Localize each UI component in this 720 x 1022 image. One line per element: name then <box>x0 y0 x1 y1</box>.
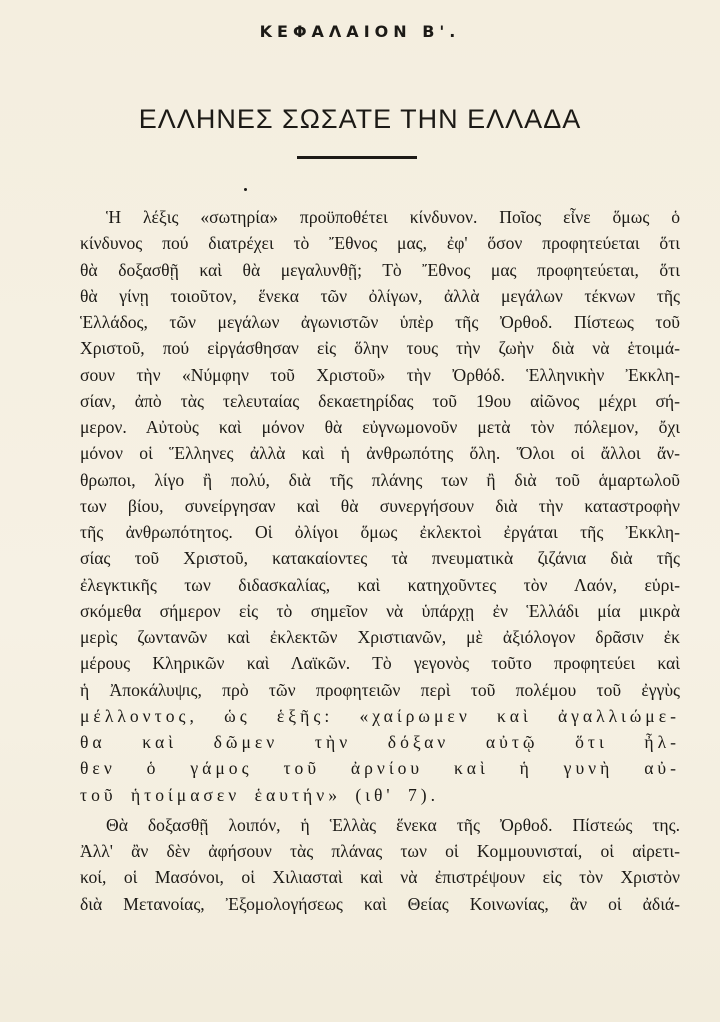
paragraph-1 <box>80 204 680 808</box>
text-line: μόνον οἱ Ἕλληνες ἀλλὰ καὶ ἡ ἀνθρωπότης ὅλη. Ὅλοι οἱ ἄλλοι ἄν- <box>80 443 680 464</box>
text-line: μερον. Αὐτοὺς καὶ μόνον θὰ εὐγνωμονοῦν μετὰ τὸν πόλεμον, ὄχι <box>80 417 680 437</box>
text-line: Θὰ δοξασθῇ λοιπόν, ἡ Ἑλλὰς ἕνεκα τῆς Ὀρθοδ. Πίστεώς της. <box>106 814 680 835</box>
stray-dot <box>244 188 247 191</box>
text-line-spaced-quote: θεν ὁ γάμος τοῦ ἀρνίου καὶ ἡ γυνὴ αὐ- <box>80 758 680 779</box>
chapter-heading: ΚΕΦΑΛΑΙΟΝ Β'. <box>259 22 461 41</box>
text-line: διὰ Μετανοίας, Ἐξομολογήσεως καὶ Θείας Κοινωνίας, ἂν οἱ ἀδιά- <box>80 893 680 914</box>
text-line: κοί, οἱ Μασόνοι, οἱ Χιλιασταὶ καὶ νὰ ἐπιστρέψουν εἰς τὸν Χριστὸν <box>80 867 680 888</box>
title-underline <box>297 156 417 159</box>
text-line: μέρους Κληρικῶν καὶ Λαϊκῶν. Τὸ γεγονὸς τοῦτο προφητεύει καὶ <box>80 653 680 674</box>
text-line-spaced-quote: τοῦ ἡτοίμασεν ἑαυτήν» (ιθ' 7). <box>80 784 440 805</box>
text-line: σουν τὴν «Νύμφην τοῦ Χριστοῦ» τὴν Ὀρθόδ. Ἑλληνικὴν Ἐκκλη- <box>80 364 680 385</box>
text-line: Ἡ λέξις «σωτηρία» προϋποθέτει κίνδυνον. Ποῖος εἶνε ὅμως ὁ <box>106 207 680 227</box>
text-line: τῆς ἀνθρωπότητος. Οἱ ὀλίγοι ὅμως ἐκλεκτοὶ ἐργάται τῆς Ἐκκλη- <box>80 522 680 542</box>
paragraph-2 <box>80 812 680 917</box>
text-line: ἡ Ἀποκάλυψις, πρὸ τῶν προφητειῶν περὶ τοῦ πολέμου τοῦ ἐγγὺς <box>80 679 680 700</box>
body-text <box>80 204 680 917</box>
text-line-spaced-quote: μέλλοντος, ὡς ἑξῆς: «χαίρωμεν καὶ ἀγαλλιώμε- <box>80 705 680 726</box>
text-line: σίαν, ἀπὸ τὰς τελευταίας δεκαετηρίδας τοῦ 19ου αἰῶνος μέχρι σή- <box>80 390 680 411</box>
text-line: θρωποι, λίγο ἢ πολύ, διὰ τῆς πλάνης των ἢ διὰ τοῦ ἁμαρτωλοῦ <box>80 469 680 490</box>
text-line: των βίου, συνείργησαν καὶ θὰ συνεργήσουν διὰ τὴν καταστροφὴν <box>80 495 680 516</box>
text-line: Χριστοῦ, πού εἰργάσθησαν εἰς ὅλην τους τὴν ζωὴν διὰ νὰ ἑτοιμά- <box>80 338 680 359</box>
text-line: μερὶς ζωντανῶν καὶ ἐκλεκτῶν Χριστιανῶν, μὲ ἀξιόλογον δρᾶσιν ἐκ <box>80 627 680 647</box>
text-line: κίνδυνος πού διατρέχει τὸ Ἔθνος μας, ἐφ' ὅσον προφητεύεται ὅτι <box>80 233 680 254</box>
text-line-spaced-quote: θα καὶ δῶμεν τὴν δόξαν αὐτῷ ὅτι ἦλ- <box>80 732 680 752</box>
text-line: θὰ γίνῃ τοιοῦτον, ἕνεκα τῶν ὀλίγων, ἀλλὰ μεγάλων τέκνων τῆς <box>80 285 680 306</box>
text-line: σίας τοῦ Χριστοῦ, κατακαίοντες τὰ πνευματικὰ ζιζάνια διὰ τῆς <box>80 548 680 569</box>
text-line: ἐλεγκτικῆς των διδασκαλίας, καὶ κατηχοῦντες τὸν Λαόν, εὑρι- <box>80 574 680 595</box>
text-line: Ἑλλάδος, τῶν μεγάλων ἀγωνιστῶν ὑπὲρ τῆς Ὀρθοδ. Πίστεως τοῦ <box>80 312 680 332</box>
page-title: ΕΛΛΗΝΕΣ ΣΩΣΑΤΕ ΤΗΝ ΕΛΛΑΔΑ <box>138 104 582 134</box>
text-line: Ἀλλ' ἂν δὲν ἀφήσουν τὰς πλάνας των οἱ Κομμουνισταί, οἱ αἱρετι- <box>80 841 680 861</box>
text-line: σκόμεθα σήμερον εἰς τὸ σημεῖον νὰ ὑπάρχῃ ἐν Ἑλλάδι μία μικρὰ <box>80 600 680 621</box>
text-line: θὰ δοξασθῇ καὶ θὰ μεγαλυνθῇ; Τὸ Ἔθνος μας προφητεύεται, ὅτι <box>80 259 680 280</box>
